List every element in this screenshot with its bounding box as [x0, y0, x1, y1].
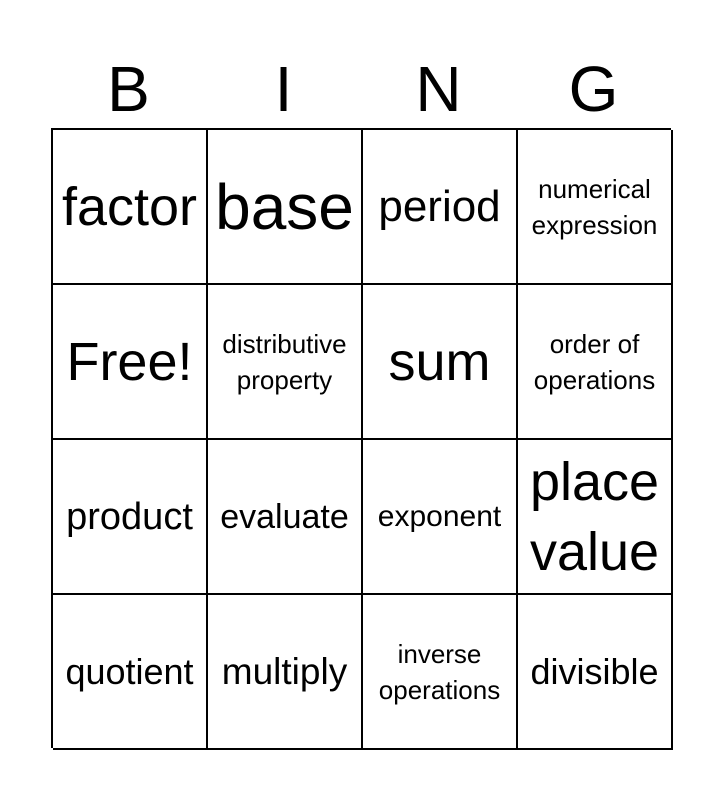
bingo-cell[interactable]: [518, 130, 673, 285]
bingo-cell[interactable]: [363, 285, 518, 440]
cell-text: exponent: [377, 499, 502, 533]
cell-text: sum: [388, 331, 491, 392]
bingo-cell[interactable]: [363, 440, 518, 595]
bingo-cell[interactable]: [363, 130, 518, 285]
bingo-cell[interactable]: [53, 440, 208, 595]
cell-text: base: [215, 170, 354, 243]
bingo-cell[interactable]: [208, 285, 363, 440]
header-letter-b: B: [107, 53, 150, 125]
bingo-cell[interactable]: [208, 440, 363, 595]
cell-text: Free!: [66, 331, 193, 392]
bingo-cell[interactable]: [518, 595, 673, 750]
cell-text: distributive property: [222, 328, 347, 395]
bingo-cell[interactable]: [208, 595, 363, 750]
cell-text: period: [378, 181, 501, 231]
bingo-cell[interactable]: [208, 130, 363, 285]
bingo-cell[interactable]: [53, 130, 208, 285]
header-letter-g: G: [568, 53, 619, 125]
cell-text: place value: [529, 451, 660, 582]
header-letter-n: N: [415, 53, 462, 125]
cell-text: multiply: [221, 650, 348, 692]
cell-text: order of operations: [533, 328, 656, 395]
bingo-cell-free[interactable]: [53, 285, 208, 440]
cell-text: divisible: [530, 650, 659, 692]
bingo-cell[interactable]: [363, 595, 518, 750]
bingo-cell[interactable]: [518, 285, 673, 440]
bingo-cell[interactable]: [518, 440, 673, 595]
bingo-header: [51, 52, 671, 126]
cell-text: evaluate: [220, 497, 349, 536]
cell-text: quotient: [65, 650, 194, 692]
header-letter-i: I: [274, 53, 293, 125]
cell-text: numerical expression: [531, 173, 658, 240]
bingo-cell[interactable]: [53, 595, 208, 750]
cell-text: inverse operations: [378, 638, 501, 705]
bingo-board: [51, 128, 671, 748]
cell-text: factor: [61, 176, 198, 237]
cell-text: product: [66, 495, 193, 538]
